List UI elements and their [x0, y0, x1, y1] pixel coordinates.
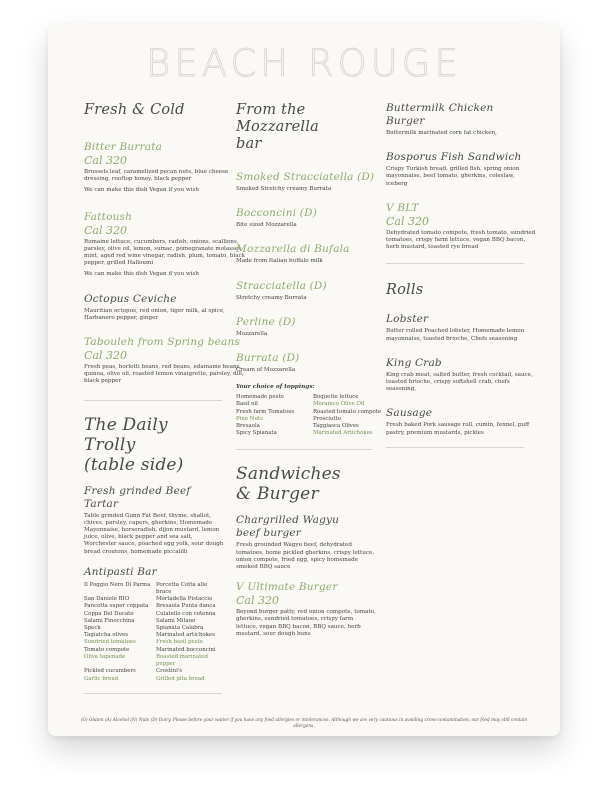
column-middle	[236, 102, 386, 648]
antipasti-item: Sundried tomatoes	[84, 639, 136, 646]
dish-description: Stretchy creamy Burrata	[236, 294, 307, 301]
dish-calories: Cal 320	[84, 223, 127, 237]
dish-description: Fresh peas, borlotti beans, red beans, edamame beans, quinoa, olive oil, roasted lemon vinaigrette, parsley, dill, black pepper	[84, 364, 244, 385]
dish-name: Buttermilk Chicken Burger	[386, 102, 494, 127]
dish-name: Lobster	[386, 313, 429, 326]
dish-beef-tartar	[84, 485, 224, 556]
dish-mozzarella-bufala	[236, 243, 386, 265]
dish-name: Stracciatella (D)	[236, 279, 327, 292]
dish-lobster	[386, 313, 536, 342]
dish-description: Mozzarella	[236, 330, 268, 337]
dish-wagyu-burger	[236, 514, 376, 571]
dish-name: Bitter Burrata	[84, 141, 163, 153]
dish-buttermilk-chicken	[386, 102, 536, 137]
dish-stracciatella	[236, 280, 386, 302]
topping-item: Morainco Olive Oil	[313, 401, 365, 408]
dish-description: Cream of Mozzarella	[236, 367, 296, 374]
dish-calories: Cal 320	[84, 154, 127, 167]
dish-name: King Crab	[386, 356, 442, 369]
vegan-note: We can make this dish Vegan if you wish	[84, 187, 199, 194]
toppings-list	[236, 394, 386, 437]
topping-item: Basil oil	[236, 401, 258, 408]
dish-name: Fresh grinded Beef Tartar	[84, 484, 191, 510]
antipasti-item: Tomato compote	[84, 646, 130, 653]
topping-item: Prosciutto	[313, 415, 342, 422]
topping-item: Pine Nuts	[236, 415, 263, 422]
topping-item: Roasted tomato compote	[313, 408, 382, 415]
dish-description: Butter rolled Poached lobster, Homemade lemon mayonnaise, toasted brioche, Chefs seasoning	[386, 328, 525, 342]
antipasti-bar	[84, 566, 224, 683]
topping-item: Marinated Artichokes	[313, 430, 373, 437]
dish-description: Crispy Turkish bread, grilled fish, spring onion mayonnaise, beef tomato, gherkins, coleslaw, iceberg	[386, 166, 520, 187]
topping-item: Homemade pesto	[236, 394, 284, 401]
antipasti-item: Mortadella Pistaccio	[156, 596, 213, 603]
antipasti-item: Marinated artichokes	[156, 632, 215, 639]
antipasti-item: Salami Milano	[156, 617, 196, 624]
section-title-fresh-cold: Fresh & Cold	[84, 102, 185, 118]
dish-name: Chargrilled Wagyu beef burger	[236, 514, 340, 540]
dish-sausage	[386, 407, 536, 436]
dish-bosporus-fish	[386, 151, 536, 188]
dish-calories: Cal 320	[236, 594, 279, 608]
dish-name: Bocconcini (D)	[236, 207, 317, 220]
dish-calories: Cal 320	[386, 214, 429, 228]
antipasti-item: Roasted marinated pepper	[156, 653, 208, 668]
dish-octopus-ceviche	[84, 293, 254, 322]
dish-name: V Ultimate Burger	[236, 581, 338, 594]
dish-fattoush	[84, 211, 254, 279]
antipasti-item: Garlic bread	[84, 675, 119, 682]
dish-tabouleh	[84, 336, 254, 386]
dish-name: Octopus Ceviche	[84, 292, 177, 305]
dish-name: Mozzarella di Bufala	[236, 243, 350, 256]
dish-name: Fattoush	[84, 210, 133, 223]
dish-smoked-stracciatella	[236, 171, 386, 193]
antipasti-item: Tagiatcha olives	[84, 632, 129, 639]
section-title-daily-trolly: The Daily Trolly (table side)	[84, 414, 184, 475]
divider	[84, 693, 222, 694]
section-title-sandwiches: Sandwiches & Burger	[236, 464, 341, 505]
dish-description: Romaine lettuce, cucumbers, radish, onions, scallions, parsley, olive oil, lemon, sumac, pomegranate molasses, mint, aged red wine vinegar, radish, plum, tomato, black pepper, grilled Halloumi	[84, 238, 245, 267]
topping-item: Boquette lettuce	[313, 394, 359, 401]
antipasti-item: Crostini's	[156, 668, 183, 675]
menu-sheet	[48, 24, 560, 736]
dish-name: Bosporus Fish Sandwich	[386, 151, 522, 164]
dish-calories: Cal 320	[84, 349, 127, 363]
divider	[386, 263, 524, 264]
dish-name: Smoked Stracciatella (D)	[236, 171, 375, 183]
section-title-rolls: Rolls	[386, 282, 424, 299]
dish-description: Brussels leaf, caramelized pecan nuts, blue cheese dressing, rooftop honey, black pepper	[84, 169, 229, 183]
section-title-mozzarella: From the Mozzarella bar	[236, 102, 319, 152]
dish-perline	[236, 316, 386, 338]
divider	[386, 447, 524, 448]
antipasti-item: Il Poggio Nero Di Parma	[84, 581, 151, 588]
dish-name: Burrata (D)	[236, 352, 300, 365]
divider	[84, 400, 222, 401]
antipasti-item: Salami Finocchina	[84, 617, 135, 624]
dish-v-ultimate-burger	[236, 581, 376, 638]
antipasti-item: Porcetta Cotta alle brace	[156, 581, 208, 596]
antipasti-item: Pancetta super coppata	[84, 603, 149, 610]
antipasti-item: Coppa Del Ducato	[84, 610, 134, 617]
dish-bitter-burrata	[84, 141, 254, 195]
dish-description: King crab meat, salted butter, fresh cocktail, sauce, toasted brioche, crispy softshell crab, chefs seasoning,	[386, 371, 533, 393]
antipasti-list	[84, 582, 224, 683]
antipasti-item: Pickled cucumbers	[84, 668, 136, 675]
antipasti-item: Fresh basil pesto	[156, 639, 203, 646]
dish-name: Antipasti Bar	[84, 565, 157, 578]
divider	[236, 449, 372, 450]
dish-description: Beyond burger patty, red onion compote, tomato, gherkins, sundried tomatoes, crispy farm lettuce, vegan BBQ bacon, BBQ sauce, herb mustard, sour dough buns	[236, 609, 376, 637]
dish-king-crab	[386, 357, 536, 394]
dish-description: Made from Italian buffalo milk	[236, 258, 323, 265]
dish-bocconcini	[236, 207, 386, 229]
topping-item: Bresaola	[236, 423, 260, 430]
dish-v-blt	[386, 202, 536, 252]
dish-description: Smoked Stretchy creamy Burrata	[236, 186, 332, 192]
vegan-note: We can make this dish Vegan if you wish	[84, 271, 199, 278]
antipasti-item: Speck	[84, 625, 101, 632]
dish-name: V BLT	[386, 201, 419, 214]
dish-description: Dehydrated tomato compote, fresh tomato, sundried tomatoes, crispy farm lettuce, vegan BBQ bacon, herb mustard, toasted rye bread	[386, 229, 536, 251]
dish-description: Fresh grounded Wagyu beef, dehydrated tomatoes, home pickled gherkins, crispy lettuce, onion compote, fried egg, spicy homemade smoked BBQ sauce	[236, 542, 375, 571]
antipasti-item: Grilled pita bread	[156, 675, 205, 682]
dish-description: Mauritian octopus, red onion, tiger milk, al spice, Harbanero pepper, ginger	[84, 307, 225, 321]
dish-description: Buttermilk marinated corn fat chicken,	[386, 130, 497, 136]
column-right	[386, 102, 536, 448]
antipasti-item: San Daniele BIO	[84, 596, 130, 603]
dish-name: Tabouleh from Spring beans	[84, 336, 241, 349]
dish-description: Table grinded Gunn Fat Beef, thyme, shallot, chives, parsley, capers, gherkins, Homemade Mayonnaise, horseradish, dijon mustard, lemon juice, olive, black pepper and sea salt, Worchester sauce, poached egg yolk, sour dough bread croutons, homemade piccalilli	[84, 512, 224, 555]
topping-item: Spicy Spianata	[236, 430, 277, 437]
allergen-footer: (G) Gluten (A) Alcohol (N) Nuts (D) Dairy. Please before your waiter if you have any food allergies or intolerances. Although we are very cautious in avoiding cross-contamination, our food may still contain allergens.	[80, 718, 528, 729]
dish-name: Sausage	[386, 407, 433, 420]
antipasti-item: Spianata Calabra	[156, 625, 204, 632]
toppings-title: Your choice of toppings:	[236, 384, 315, 391]
antipasti-item: Culatello con cotenna	[156, 610, 216, 617]
brand-title: BEACH ROUGE	[146, 42, 462, 85]
antipasti-item: Olive tapenade	[84, 653, 126, 660]
dish-name: Perline (D)	[236, 315, 296, 328]
antipasti-item: Bresaola Punta danca	[156, 603, 216, 610]
dish-description: Bite sized Mozzarella	[236, 222, 297, 229]
topping-item: Taggiasca Olives	[313, 423, 359, 430]
column-left	[84, 102, 254, 694]
antipasti-item: Marinated bocconcini	[156, 646, 216, 653]
topping-item: Fresh farm Tomatoes	[236, 408, 295, 415]
dish-description: Fresh baked Pork sausage roll, cumin, fennel, puff pastry, premium mustards, pickles	[386, 422, 530, 436]
dish-burrata	[236, 352, 386, 374]
